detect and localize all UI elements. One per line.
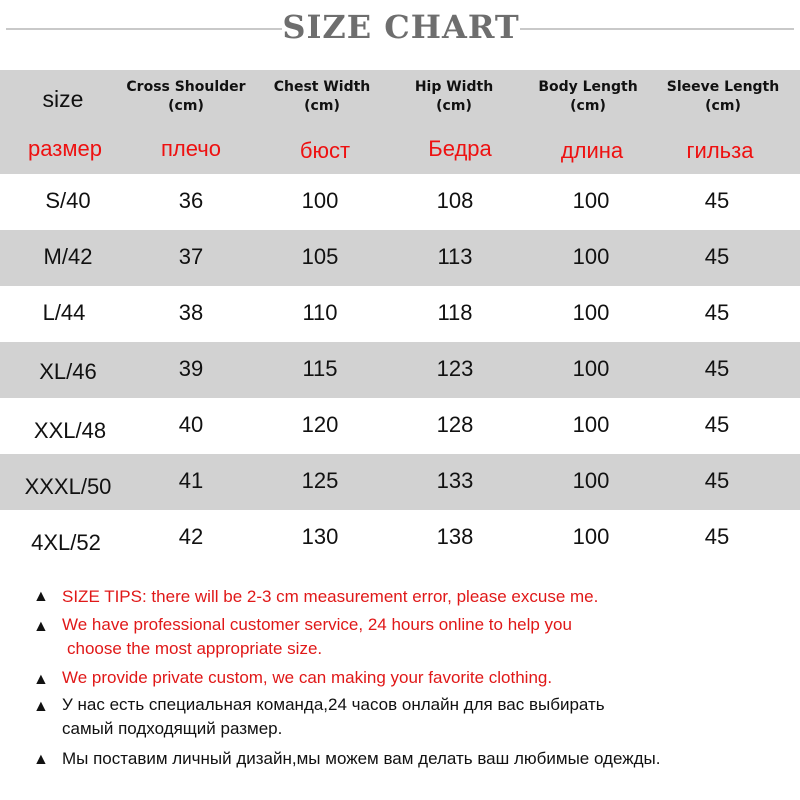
- header-sleeve-length-label: Sleeve Length: [666, 79, 780, 95]
- header-chest-width: [258, 78, 386, 116]
- cell-chest-width: 100: [301, 188, 339, 213]
- cell-body-length: 100: [572, 524, 610, 549]
- cell-sleeve-length: 45: [704, 412, 730, 437]
- tip-line: choose the most appropriate size.: [67, 639, 323, 658]
- cell-cross-shoulder: 39: [178, 356, 204, 381]
- page-title: SIZE CHART: [282, 8, 520, 46]
- cell-cross-shoulder: 42: [178, 524, 204, 549]
- title-bar: [0, 0, 800, 60]
- tip-line: SIZE TIPS: there will be 2-3 cm measurement error, please excuse me.: [62, 587, 599, 606]
- cell-chest-width: 130: [301, 524, 339, 549]
- triangle-bullet-icon: ▲: [33, 751, 49, 768]
- cell-size: L/44: [42, 300, 86, 325]
- tip-line: самый подходящий размер.: [62, 719, 283, 738]
- tip-text: [62, 585, 762, 609]
- cell-cross-shoulder: 37: [178, 244, 204, 269]
- tip-text: [62, 693, 762, 741]
- cell-sleeve-length: 45: [704, 356, 730, 381]
- table-row: [0, 174, 800, 230]
- cell-sleeve-length: 45: [704, 188, 730, 213]
- table-row: [0, 342, 800, 398]
- cell-body-length: 100: [572, 468, 610, 493]
- tip-text: [62, 666, 762, 690]
- tip-text: [62, 747, 762, 771]
- cell-size: M/42: [43, 244, 93, 269]
- cell-hip-width: 108: [436, 188, 474, 213]
- table-row: [0, 230, 800, 286]
- table-row: [0, 286, 800, 342]
- header-chest-width-unit: (cm): [304, 98, 340, 114]
- title-divider-right: [520, 28, 794, 30]
- header-sleeve-length: [658, 78, 788, 116]
- cell-body-length: 100: [572, 188, 610, 213]
- header-chest-width-ru: бюст: [299, 138, 351, 163]
- cell-hip-width: 113: [437, 244, 473, 269]
- cell-chest-width: 125: [301, 468, 339, 493]
- cell-body-length: 100: [572, 356, 610, 381]
- cell-chest-width: 120: [301, 412, 339, 437]
- cell-size: S/40: [45, 188, 91, 213]
- cell-cross-shoulder: 38: [178, 300, 204, 325]
- cell-sleeve-length: 45: [704, 300, 730, 325]
- cell-size: XXXL/50: [24, 474, 112, 499]
- triangle-bullet-icon: ▲: [33, 671, 49, 688]
- header-body-length-ru: длина: [560, 138, 624, 163]
- cell-hip-width: 133: [436, 468, 474, 493]
- cell-size: XXL/48: [33, 418, 107, 443]
- cell-sleeve-length: 45: [704, 468, 730, 493]
- cell-body-length: 100: [572, 244, 610, 269]
- header-cross-shoulder: [116, 78, 256, 116]
- header-size-label-ru: размер: [28, 136, 102, 161]
- header-cross-shoulder-label: Cross Shoulder: [126, 79, 246, 95]
- header-hip-width-unit: (cm): [436, 98, 472, 114]
- cell-body-length: 100: [572, 300, 610, 325]
- table-header: [0, 70, 800, 174]
- tip-text: [62, 613, 762, 661]
- triangle-bullet-icon: ▲: [33, 698, 49, 715]
- header-sleeve-length-unit: (cm): [705, 98, 741, 114]
- cell-body-length: 100: [572, 412, 610, 437]
- cell-hip-width: 118: [437, 300, 473, 325]
- header-cross-shoulder-unit: (cm): [168, 98, 204, 114]
- table-row: [0, 398, 800, 454]
- header-cross-shoulder-ru: плечо: [161, 136, 221, 161]
- header-body-length-unit: (cm): [570, 98, 606, 114]
- header-body-length-label: Body Length: [538, 79, 638, 95]
- table-row: [0, 454, 800, 510]
- cell-cross-shoulder: 40: [178, 412, 204, 437]
- cell-hip-width: 138: [436, 524, 474, 549]
- header-body-length: [526, 78, 650, 116]
- header-hip-width-ru: Бедра: [428, 136, 492, 161]
- cell-chest-width: 110: [302, 300, 338, 325]
- cell-size: XL/46: [39, 359, 97, 384]
- cell-hip-width: 123: [436, 356, 474, 381]
- table-row: [0, 510, 800, 566]
- cell-chest-width: 115: [302, 356, 338, 381]
- header-chest-width-label: Chest Width: [273, 79, 371, 95]
- header-hip-width-label: Hip Width: [414, 79, 494, 95]
- triangle-bullet-icon: ▲: [33, 588, 49, 605]
- cell-cross-shoulder: 36: [178, 188, 204, 213]
- tip-line: У нас есть специальная команда,24 часов онлайн для вас выбирать: [62, 695, 605, 714]
- title-divider-left: [6, 28, 282, 30]
- cell-chest-width: 105: [301, 244, 339, 269]
- cell-sleeve-length: 45: [704, 244, 730, 269]
- tip-line: We have professional customer service, 24 hours online to help you: [62, 615, 572, 634]
- header-size-label: size: [42, 86, 84, 112]
- tip-line: Мы поставим личный дизайн,мы можем вам делать ваш любимые одежды.: [62, 749, 661, 768]
- triangle-bullet-icon: ▲: [33, 618, 49, 635]
- header-sleeve-length-ru: гильза: [686, 138, 754, 163]
- cell-cross-shoulder: 41: [178, 468, 204, 493]
- cell-hip-width: 128: [436, 412, 474, 437]
- cell-size: 4XL/52: [31, 530, 101, 555]
- cell-sleeve-length: 45: [704, 524, 730, 549]
- tip-line: We provide private custom, we can making your favorite clothing.: [62, 668, 553, 687]
- header-hip-width: [392, 78, 516, 116]
